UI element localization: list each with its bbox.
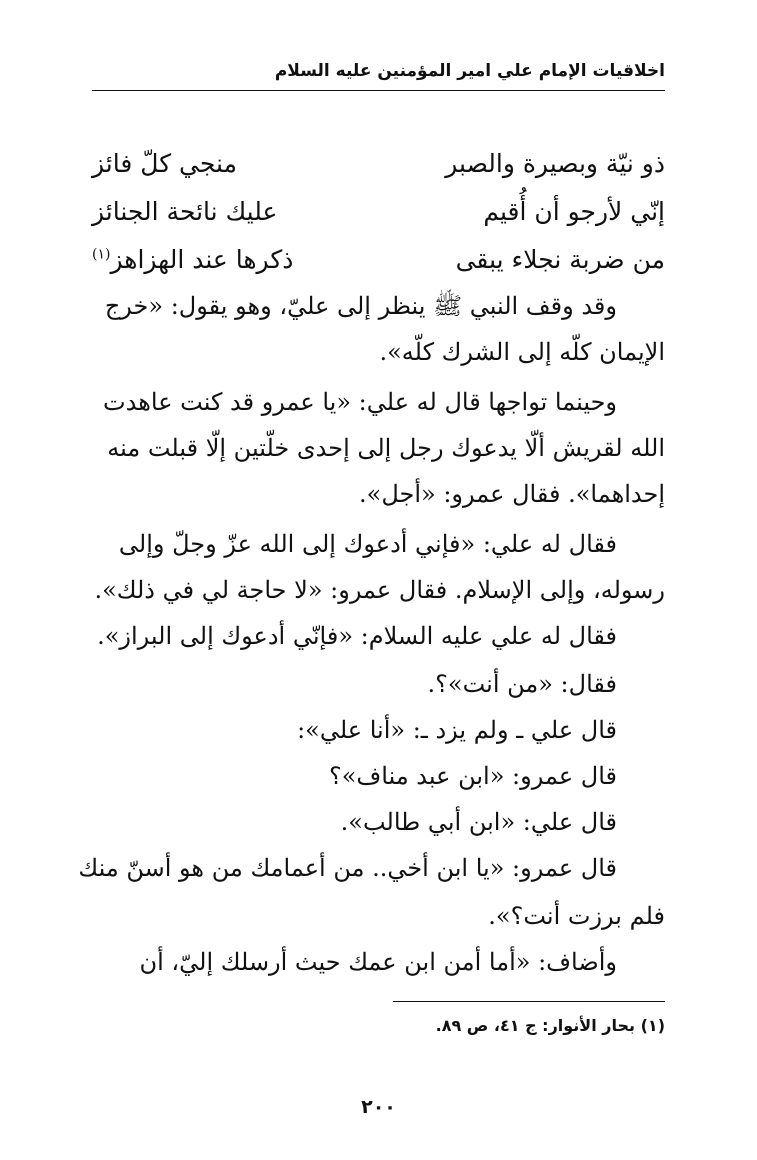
header-rule — [92, 90, 665, 91]
body-line: فقال له علي عليه السلام: «فإنّي أدعوك إلى البراز». — [97, 622, 617, 650]
verse-first-hemistich: من ضربة نجلاء يبقى — [455, 245, 665, 274]
poem-verse — [92, 140, 665, 188]
body-line: الإيمان كلّه إلى الشرك كلّه». — [379, 338, 665, 366]
body-line: وأضاف: «أما أمن ابن عمك حيث أرسلك إليّ، أن — [139, 948, 617, 976]
poem-verse — [92, 236, 665, 284]
poem-verse — [92, 188, 665, 236]
verse-second-hemistich-text: ذكرها عند الهزاهز — [110, 245, 294, 274]
running-head: اخلاقيات الإمام علي امير المؤمنين عليه السلام — [274, 61, 665, 81]
body-line: وحينما تواجها قال له علي: «يا عمرو قد كنت عاهدت — [103, 388, 617, 416]
body-line: وقد وقف النبي ﷺ ينظر إلى عليّ، وهو يقول: «خرج — [104, 292, 617, 320]
body-line: فقال: «من أنت»؟. — [427, 670, 617, 698]
footnote-mark: (١) — [92, 246, 111, 263]
poem — [92, 140, 665, 284]
body-line: قال علي: «ابن أبي طالب». — [340, 808, 617, 836]
body-line: قال عمرو: «ابن عبد مناف»؟ — [328, 762, 617, 790]
body-line: قال علي ـ ولم يزد ـ: «أنا علي»: — [297, 716, 617, 744]
footnote-rule — [393, 1001, 665, 1002]
footnote: (١) بحار الأنوار: ج ٤١، ص ٨٩. — [435, 1016, 665, 1035]
body-line: الله لقريش ألّا يدعوك رجل إلى إحدى خلّتين إلّا قبلت منه — [107, 434, 665, 462]
verse-second-hemistich: عليك نائحة الجنائز — [92, 197, 278, 226]
verse-second-hemistich — [92, 236, 362, 284]
verse-first-hemistich: ذو نيّة وبصيرة والصبر — [445, 149, 665, 178]
page-number: ٢٠٠ — [361, 1096, 396, 1118]
verse-first-hemistich: إنّي لأرجو أن أُقيم — [483, 197, 665, 226]
body-line: إحداهما». فقال عمرو: «أجل». — [359, 480, 665, 508]
body-line: فقال له علي: «فإني أدعوك إلى الله عزّ وجلّ وإلى — [118, 530, 617, 558]
verse-second-hemistich: منجي كلّ فائز — [92, 149, 237, 178]
body-line: فلم برزت أنت؟». — [488, 902, 665, 930]
body-line: قال عمرو: «يا ابن أخي.. من أعمامك من هو أسنّ منك — [78, 854, 617, 882]
body-line: رسوله، وإلى الإسلام. فقال عمرو: «لا حاجة لي في ذلك». — [94, 576, 665, 604]
